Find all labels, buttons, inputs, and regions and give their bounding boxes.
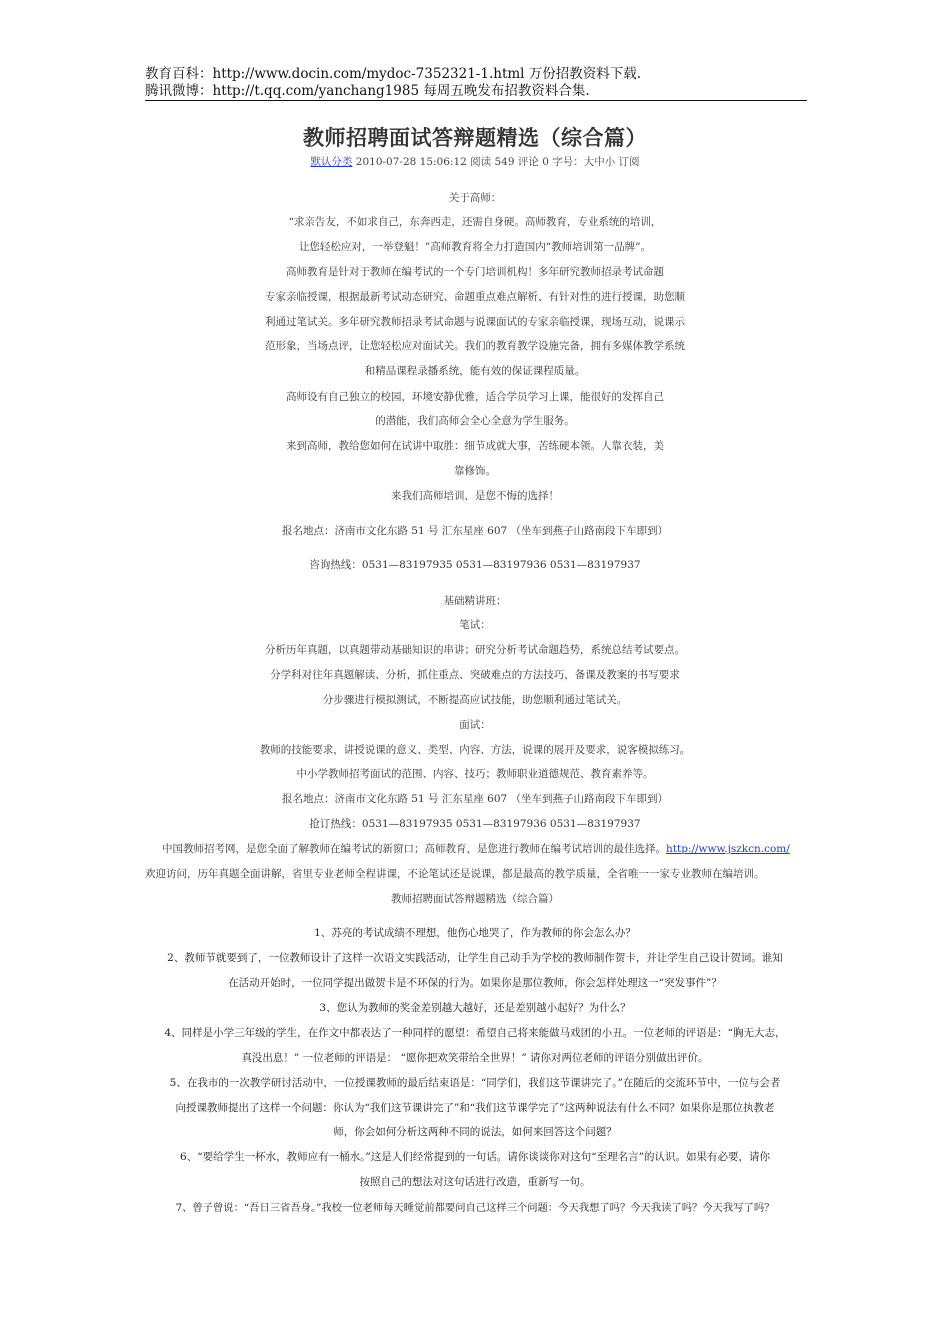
question-item: 按照自己的想法对这句话进行改造，重新写一句。	[359, 1176, 591, 1188]
question-item: 3、您认为教师的奖金差别越大越好，还是差别越小起好？为什么？	[319, 1002, 631, 1014]
course-address: 报名地点：济南市文化东路 51 号 汇东星座 607 （坐车到燕子山路南段下车即到）	[281, 793, 669, 805]
intro-line: 利通过笔试关。多年研究教师招录考试命题与说课面试的专家亲临授课，现场互动，说课示	[265, 316, 685, 328]
promo-text: 中国教师招考网，是您全面了解教师在编考试的新窗口；高师教育，是您进行教师在编考试培训的最佳选择。	[162, 843, 666, 855]
intro-line: 高师设有自己独立的校园，环境安静优雅，适合学员学习上课，能很好的发挥自己	[286, 391, 664, 403]
intro-line: “求亲告友，不如求自己，东奔西走，还需自身硬。高师教育，专业系统的培训，	[288, 216, 662, 228]
interview-heading: 面试：	[459, 719, 491, 731]
course-line: 中小学教师招考面试的范围、内容、技巧；教师职业道德规范、教育素养等。	[296, 768, 654, 780]
course-line: 分步骤进行模拟测试，不断提高应试技能，助您顺利通过笔试关。	[322, 694, 628, 706]
promo-line: 欢迎访问，历年真题全面讲解，省里专业老师全程讲课，不论笔试还是说课，都是最高的教学质量，全省唯一一家专业教师在编培训。	[145, 868, 765, 880]
intro-line: 靠修饰。	[454, 465, 496, 477]
section-subtitle: 教师招聘面试答辩题精选（综合篇）	[391, 893, 559, 905]
course-title: 基础精讲班：	[443, 595, 507, 607]
intro-line: 来到高师，教给您如何在试讲中取胜：细节成就大事，苦练硬本领。人靠衣装，美	[286, 440, 664, 452]
question-item: 2、教师节就要到了，一位教师设计了这样一次语文实践活动，让学生自己动手为学校的教师制作贺卡，并让学生自己设计贺词。谁知	[167, 952, 783, 964]
intro-address: 报名地点：济南市文化东路 51 号 汇东星座 607 （坐车到燕子山路南段下车即到）	[281, 525, 669, 537]
intro-heading: 关于高师：	[448, 192, 502, 204]
intro-line: 范形象，当场点评，让您轻松应对面试关。我们的教育教学设施完备，拥有多媒体教学系统	[265, 340, 685, 352]
header-line-docin: 教育百科：http://www.docin.com/mydoc-7352321-1.html 万份招教资料下载.	[145, 66, 642, 82]
intro-line: 的潜能，我们高师会全心全意为学生服务。	[375, 415, 575, 427]
question-item: 真没出息！” 一位老师的评语是： “愿你把欢笑带给全世界！” 请你对两位老师的评语分别做出评价。	[241, 1052, 709, 1064]
question-item: 在活动开始时，一位同学提出做贺卡是不环保的行为。如果你是那位教师，你会怎样处理这一“突发事件”？	[228, 977, 722, 989]
course-line: 教师的技能要求，讲授说课的意义、类型、内容、方法，说课的展开及要求，说客模拟练习。	[259, 744, 691, 756]
question-item: 6、“要给学生一杯水，教师应有一桶水。”这是人们经常提到的一句话。请你谈谈你对这句“至理名言”的认识。如果有必要，请你	[180, 1151, 770, 1163]
question-item: 向授课教师提出了这样一个问题：你认为“我们这节课讲完了”和“我们这节课学完了”这两种说法有什么不同？如果你是那位执教老	[175, 1102, 775, 1114]
document-header	[145, 66, 807, 100]
written-heading: 笔试：	[459, 619, 491, 631]
question-item: 7、曾子曾说：“吾日三省吾身。”我校一位老师每天睡觉前都要问自己这样三个问题：今天我想了吗？今天我读了吗？今天我写了吗？	[175, 1202, 775, 1214]
intro-line: 来我们高师培训，是您不悔的选择！	[391, 490, 559, 502]
question-item: 5、在我市的一次教学研讨活动中，一位授课教师的最后结束语是：“同学们，我们这节课讲完了。”在随后的交流环节中，一位与会者	[169, 1077, 781, 1089]
question-item: 师，你会如何分析这两种不同的说法，如何来回答这个问题？	[333, 1126, 617, 1138]
meta-details: 2010-07-28 15:06:12 阅读 549 评论 0 字号：大中小 订阅	[352, 156, 640, 168]
intro-line: 专家亲临授课，根据最新考试动态研究、命题重点难点解析、有针对性的进行授课，助您顺	[265, 291, 685, 303]
intro-line: 高师教育是针对于教师在编考试的一个专门培训机构！多年研究教师招录考试命题	[286, 266, 664, 278]
question-item: 4、同样是小学三年级的学生，在作文中都表达了一种同样的愿望：希望自己将来能做马戏团的小丑。一位老师的评语是：“胸无大志，	[164, 1027, 786, 1039]
course-hotline: 抢订热线：0531—83197935 0531—83197936 0531—83197937	[309, 818, 641, 830]
article-meta	[0, 154, 950, 169]
question-item: 1、苏亮的考试成绩不理想，他伤心地哭了，作为教师的你会怎么办？	[314, 927, 636, 939]
course-line: 分析历年真题，以真题带动基础知识的串讲；研究分析考试命题趋势，系统总结考试要点。	[265, 644, 685, 656]
category-link[interactable]: 默认分类	[310, 156, 353, 168]
jszkcn-link[interactable]: http://www.jszkcn.com/	[666, 843, 790, 855]
course-line: 分学科对往年真题解读、分析，抓住重点、突破难点的方法技巧，备课及教案的书写要求	[270, 669, 680, 681]
header-rule	[145, 100, 807, 101]
intro-hotline: 咨询热线：0531—83197935 0531—83197936 0531—83197937	[309, 559, 641, 571]
header-line-weibo: 腾讯微博：http://t.qq.com/yanchang1985 每周五晚发布招教资料合集.	[145, 83, 590, 99]
intro-line: 让您轻松应对，一举登魁！”高师教育将全力打造国内“教师培训第一品牌”。	[298, 241, 652, 253]
page-title: 教师招聘面试答辩题精选（综合篇）	[303, 125, 647, 150]
promo-line	[162, 841, 862, 856]
intro-line: 和精品课程录播系统，能有效的保证课程质量。	[364, 365, 586, 377]
